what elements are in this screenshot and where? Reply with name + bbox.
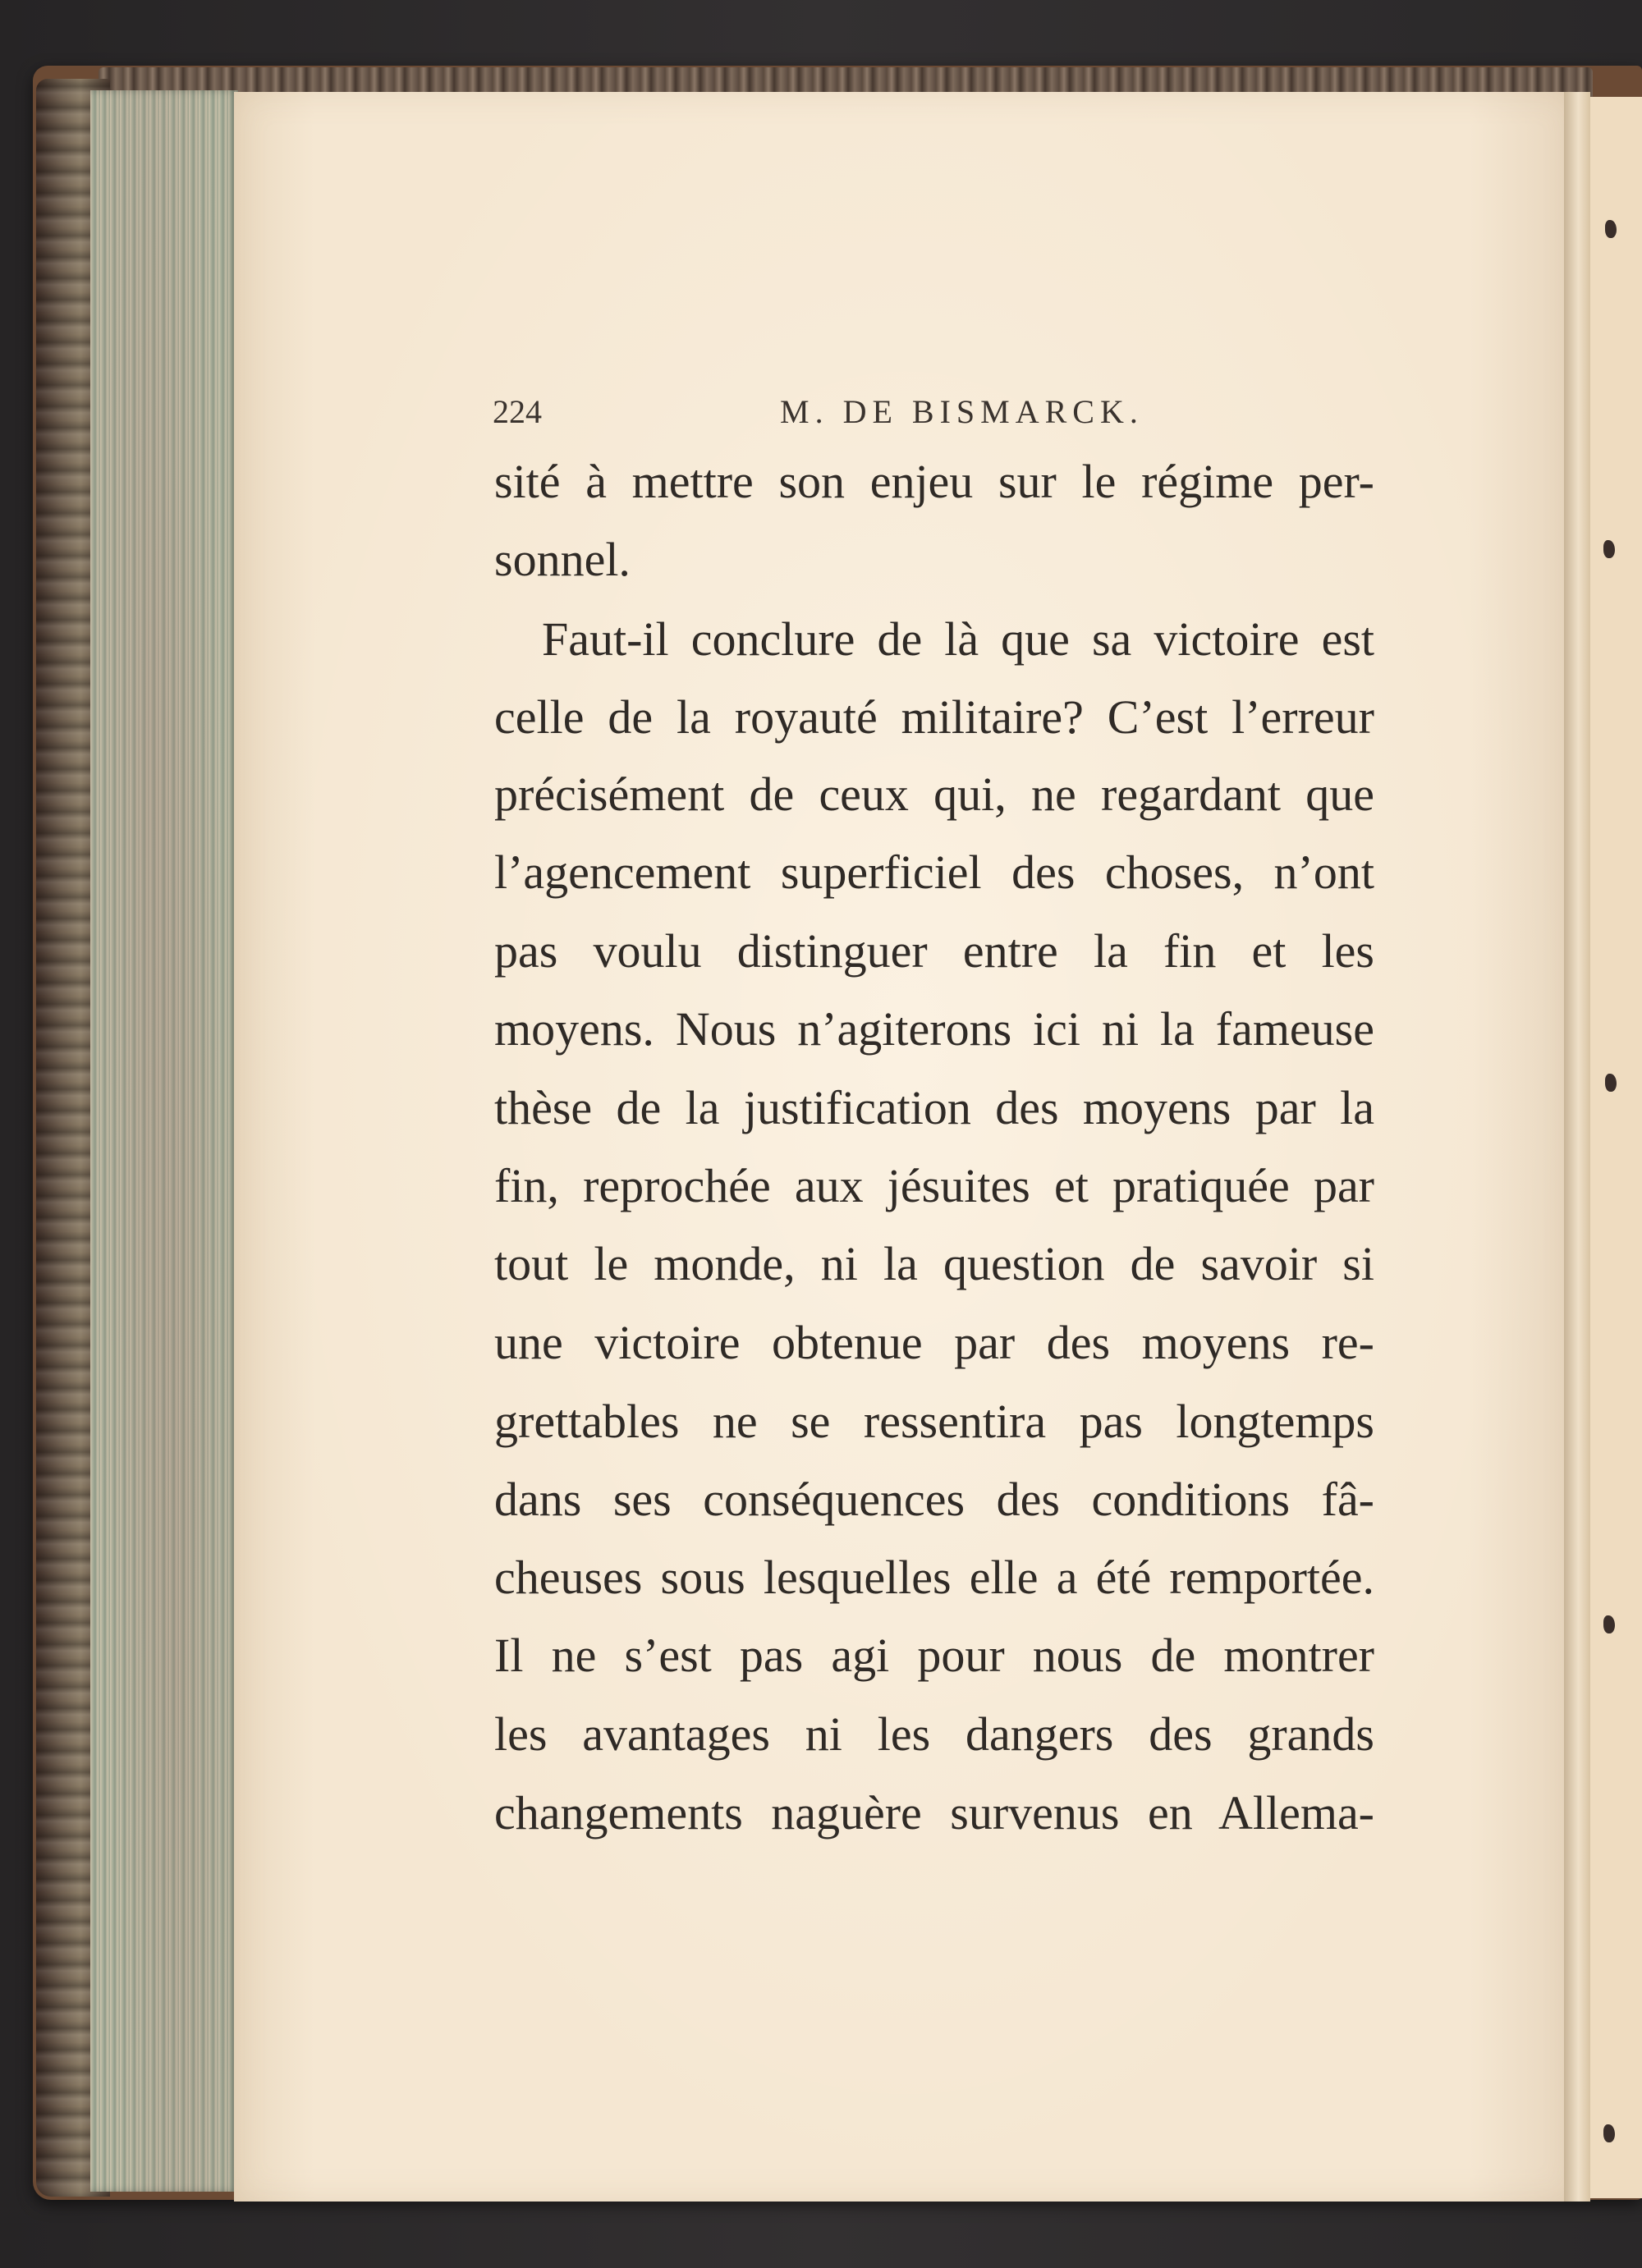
binding-stitch (1603, 2124, 1615, 2142)
text-line: les avantages ni les dangers des grands (494, 1707, 1374, 1761)
text-line: dans ses conséquences des conditions fâ- (494, 1473, 1374, 1526)
text-line: fin, reprochée aux jésuites et pratiquée par (494, 1159, 1374, 1212)
text-line: changements naguère survenus en Allema- (494, 1786, 1374, 1840)
binding-stitch (1605, 220, 1617, 238)
text-line: sité à mettre son enjeu sur le régime per- (494, 455, 1374, 508)
text-line: une victoire obtenue par des moyens re- (494, 1316, 1374, 1369)
text-line: moyens. Nous n’agiterons ici ni la fameuse (494, 1002, 1374, 1056)
text-line: sonnel. (494, 533, 631, 586)
binding-stitch (1605, 1074, 1617, 1092)
page-gutter (1564, 92, 1590, 2202)
text-line: Faut-il conclure de là que sa victoire est (542, 612, 1374, 666)
binding-stitch (1603, 1615, 1615, 1633)
text-line: grettables ne se ressentira pas longtemps (494, 1395, 1374, 1448)
text-line: cheuses sous lesquelles elle a été remportée. (494, 1551, 1374, 1604)
page-number: 224 (493, 393, 542, 430)
text-line: tout le monde, ni la question de savoir si (494, 1237, 1374, 1290)
page-edges (90, 90, 238, 2192)
text-line: celle de la royauté militaire? C’est l’erreur (494, 690, 1374, 744)
running-head: M. DE BISMARCK. (780, 393, 1144, 430)
page-edge-tint (90, 90, 238, 2192)
text-line: Il ne s’est pas agi pour nous de montrer (494, 1629, 1374, 1682)
text-line: précisément de ceux qui, ne regardant que (494, 767, 1374, 821)
text-line: thèse de la justification des moyens par la (494, 1081, 1374, 1134)
text-line: l’agencement superficiel des choses, n’ont (494, 845, 1374, 899)
binding-stitch (1603, 540, 1615, 558)
text-line: pas voulu distinguer entre la fin et les (494, 924, 1374, 978)
facing-page (1589, 97, 1642, 2198)
